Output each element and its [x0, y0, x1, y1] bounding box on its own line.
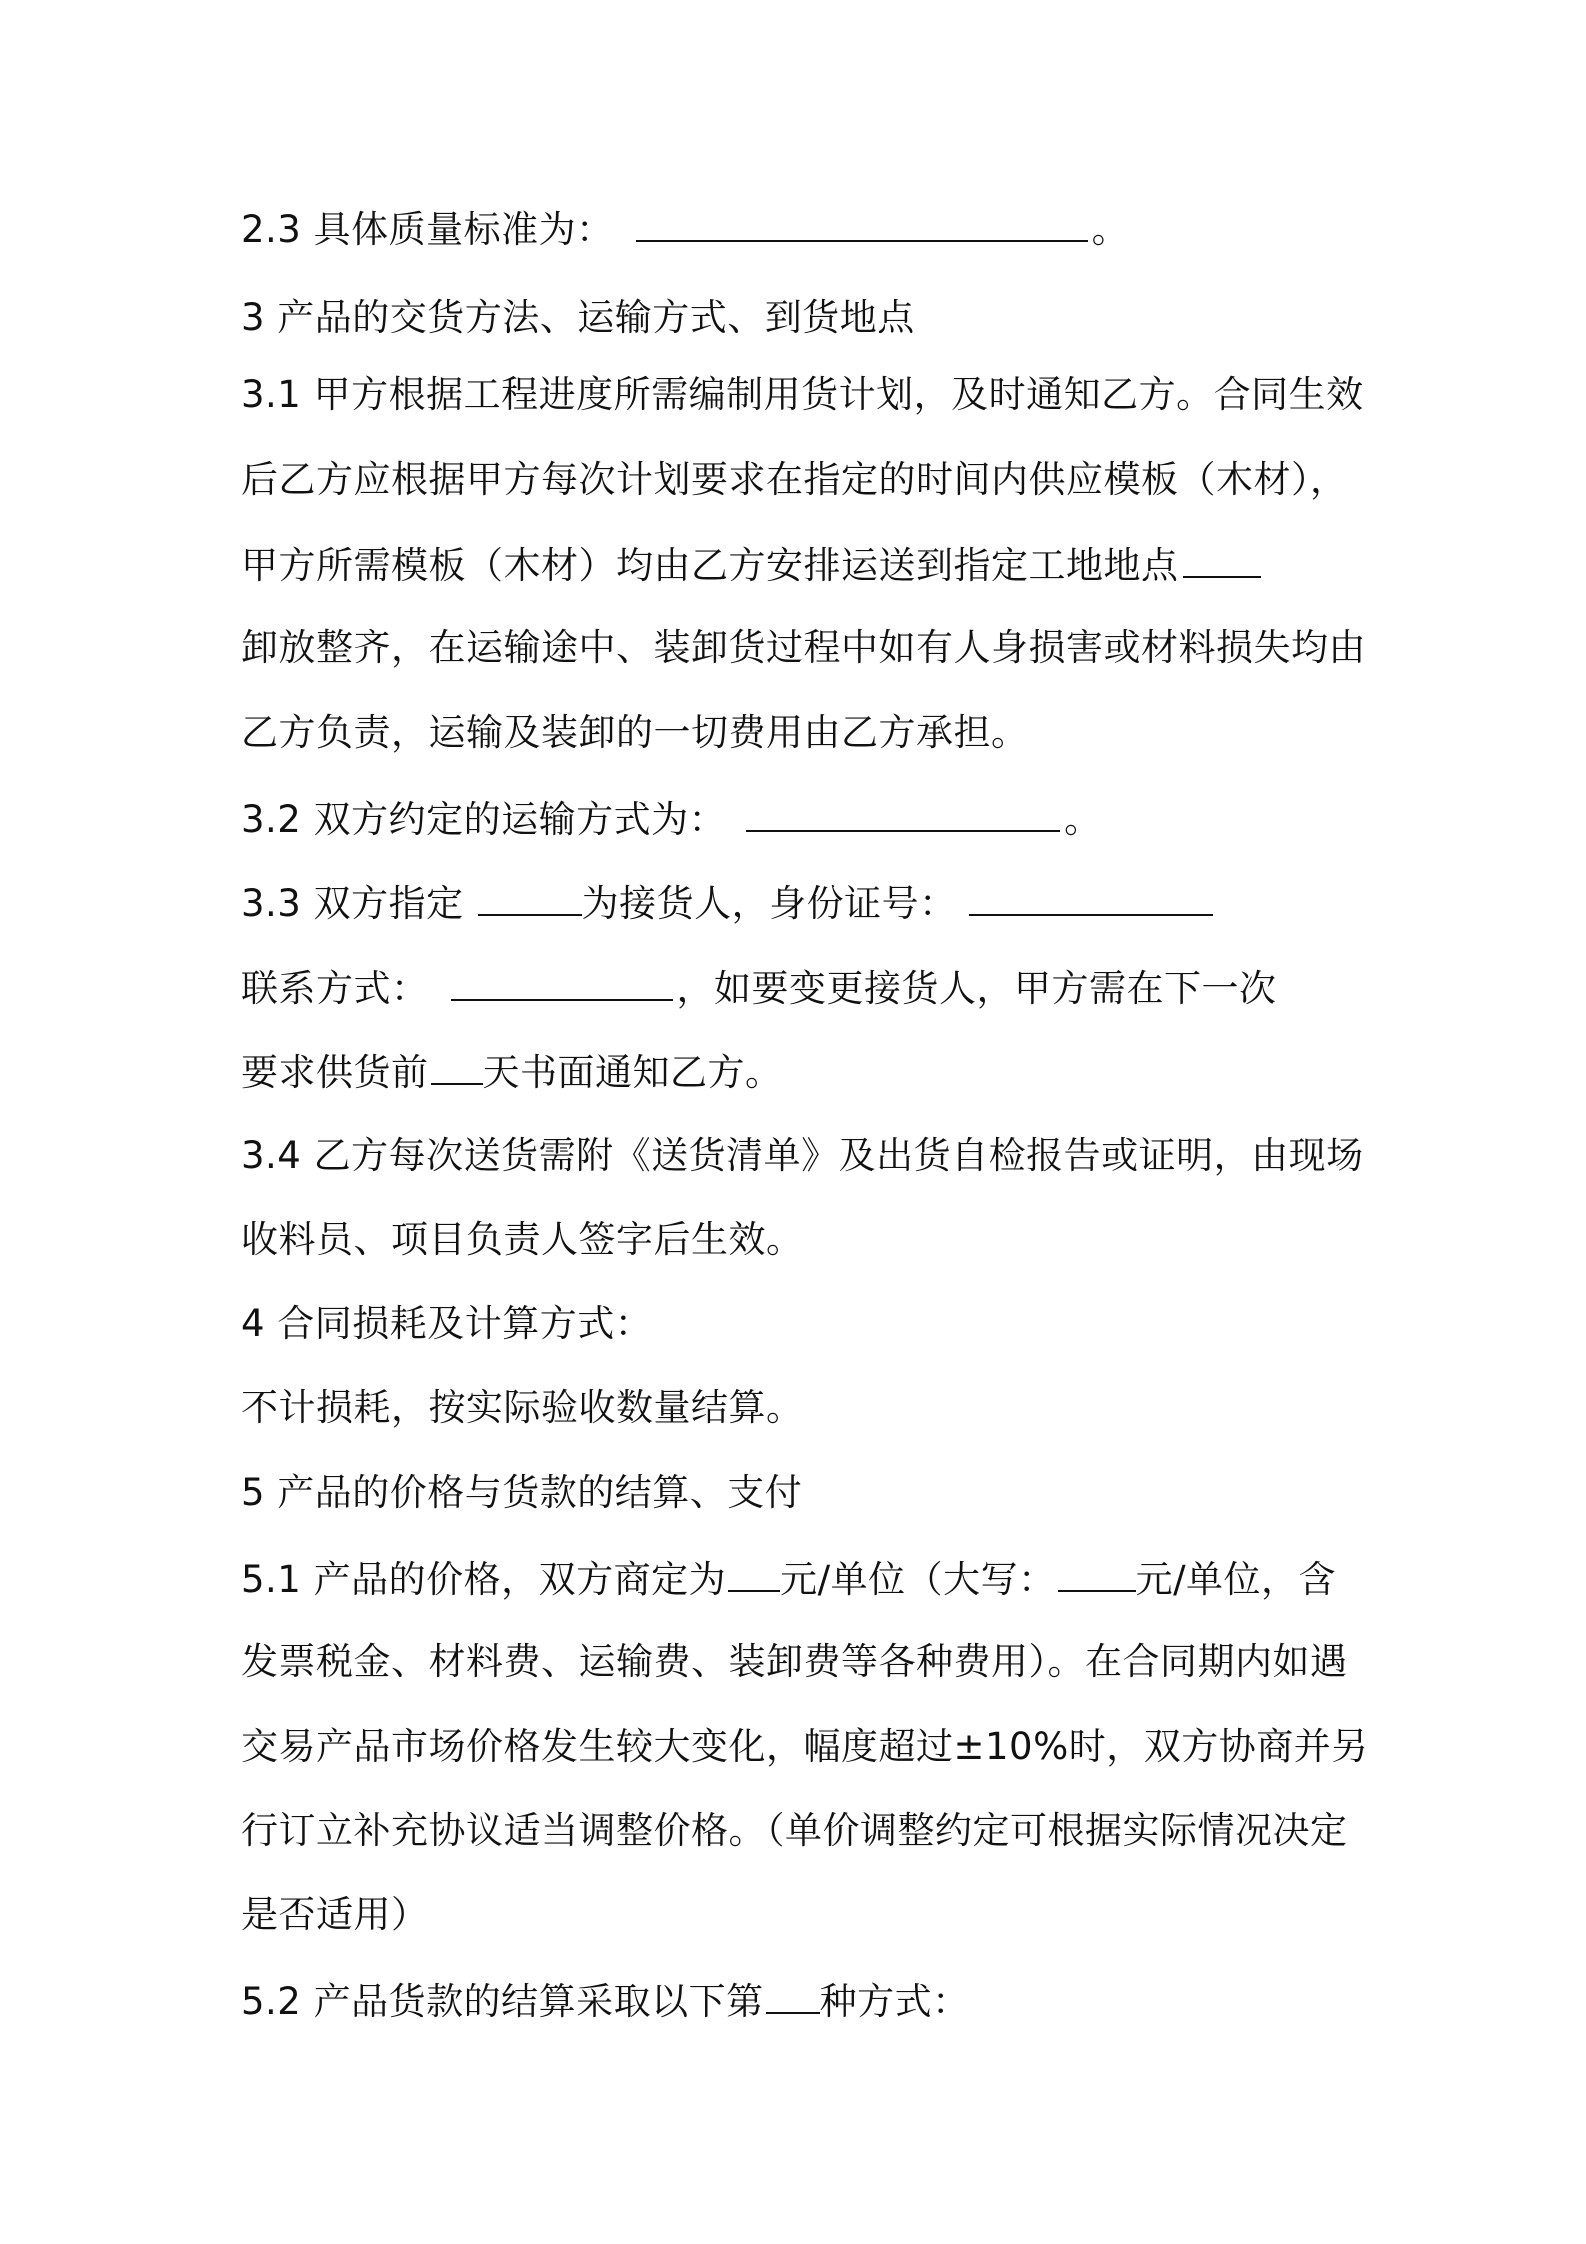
clause-3-1-text-5: 乙方负责，运输及装卸的一切费用由乙方承担。: [241, 711, 1029, 754]
clause-5-1-line-2: [241, 1638, 1348, 1686]
clause-3-4-text-1: 3.4 乙方每次送货需附《送货清单》及出货自检报告或证明，由现场: [241, 1134, 1364, 1177]
clause-3-3-text-4: ，如要变更接货人，甲方需在下一次: [676, 967, 1277, 1010]
clause-3-4-text-2: 收料员、项目负责人签字后生效。: [241, 1218, 804, 1261]
clause-3-1-line-3: [241, 540, 1261, 590]
clause-3-1-line-2: [241, 456, 1348, 504]
clause-5-1-text-5: 交易产品市场价格发生较大变化，幅度超过±10%时，双方协商并另: [241, 1725, 1369, 1768]
id-number-blank[interactable]: [969, 878, 1213, 916]
section-5-heading-text: 5 产品的价格与货款的结算、支付: [241, 1471, 803, 1514]
clause-3-3-text-3: 联系方式：: [241, 967, 429, 1010]
clause-3-2: [241, 794, 1102, 844]
clause-3-2-end: 。: [1064, 798, 1102, 841]
clause-3-2-text: 3.2 双方约定的运输方式为：: [241, 798, 727, 841]
clause-3-1-text-1: 3.1 甲方根据工程进度所需编制用货计划，及时通知乙方。合同生效: [241, 373, 1364, 416]
clause-5-2-text-2: 种方式：: [819, 1980, 970, 2023]
clause-5-1-line-5: [241, 1891, 429, 1939]
clause-2-3-text: 2.3 具体质量标准为：: [241, 208, 614, 251]
clause-3-1-text-3: 甲方所需模板（木材）均由乙方安排运送到指定工地地点: [241, 544, 1179, 587]
clause-3-1-text-2: 后乙方应根据甲方每次计划要求在指定的时间内供应模板（木材），: [241, 458, 1348, 501]
unit-price-uppercase-blank[interactable]: [1058, 1554, 1136, 1592]
site-location-blank[interactable]: [1183, 540, 1261, 578]
section-4-body-text: 不计损耗，按实际验收数量结算。: [241, 1386, 804, 1429]
clause-3-3-text-5: 要求供货前: [241, 1051, 429, 1094]
unit-price-blank[interactable]: [728, 1554, 780, 1592]
clause-2-3: [241, 204, 1129, 254]
clause-5-1-text-1: 5.1 产品的价格，双方商定为: [241, 1558, 727, 1601]
section-4-body: [241, 1384, 804, 1432]
clause-3-1-line-4: [241, 624, 1366, 672]
section-4-heading: [241, 1300, 652, 1348]
section-3-heading-text: 3 产品的交货方法、运输方式、到货地点: [241, 296, 915, 339]
clause-5-1-text-3: 元/单位，含: [1135, 1558, 1337, 1601]
clause-3-4-line-2: [241, 1216, 804, 1264]
section-4-heading-text: 4 合同损耗及计算方式：: [241, 1302, 653, 1345]
clause-3-3-line-3: [241, 1047, 783, 1097]
clause-5-1-line-3: [241, 1723, 1369, 1771]
clause-5-1-text-4: 发票税金、材料费、运输费、装卸费等各种费用）。在合同期内如遇: [241, 1640, 1348, 1683]
clause-3-1-line-5: [241, 709, 1029, 757]
clause-3-3-text-2: 为接货人，身份证号：: [581, 882, 957, 925]
clause-5-1-text-6: 行订立补充协议适当调整价格。（单价调整约定可根据实际情况决定: [241, 1809, 1348, 1852]
notice-days-blank[interactable]: [431, 1047, 483, 1085]
clause-5-2: [241, 1976, 970, 2026]
receiver-name-blank[interactable]: [478, 878, 582, 916]
clause-3-1-text-4: 卸放整齐，在运输途中、装卸货过程中如有人身损害或材料损失均由: [241, 626, 1366, 669]
transport-method-blank[interactable]: [746, 794, 1060, 832]
clause-3-4-line-1: [241, 1132, 1364, 1180]
clause-3-3-text-1: 3.3 双方指定: [241, 882, 464, 925]
clause-5-1-text-7: 是否适用）: [241, 1893, 429, 1936]
clause-5-1-text-2: 元/单位（大写：: [780, 1558, 1056, 1601]
clause-5-2-text-1: 5.2 产品货款的结算采取以下第: [241, 1980, 764, 2023]
clause-3-3-line-1: [241, 878, 1213, 928]
clause-5-1-line-4: [241, 1807, 1348, 1855]
section-3-heading: [241, 294, 915, 342]
contact-info-blank[interactable]: [451, 963, 673, 1001]
quality-standard-blank[interactable]: [636, 204, 1088, 242]
clause-5-1-line-1: [241, 1554, 1336, 1604]
clause-2-3-end: 。: [1091, 208, 1130, 251]
clause-3-3-line-2: [241, 963, 1277, 1013]
clause-3-1-line-1: [241, 371, 1364, 419]
section-5-heading: [241, 1469, 802, 1517]
clause-3-3-text-6: 天书面通知乙方。: [482, 1051, 783, 1094]
settlement-option-blank[interactable]: [766, 1976, 820, 2014]
